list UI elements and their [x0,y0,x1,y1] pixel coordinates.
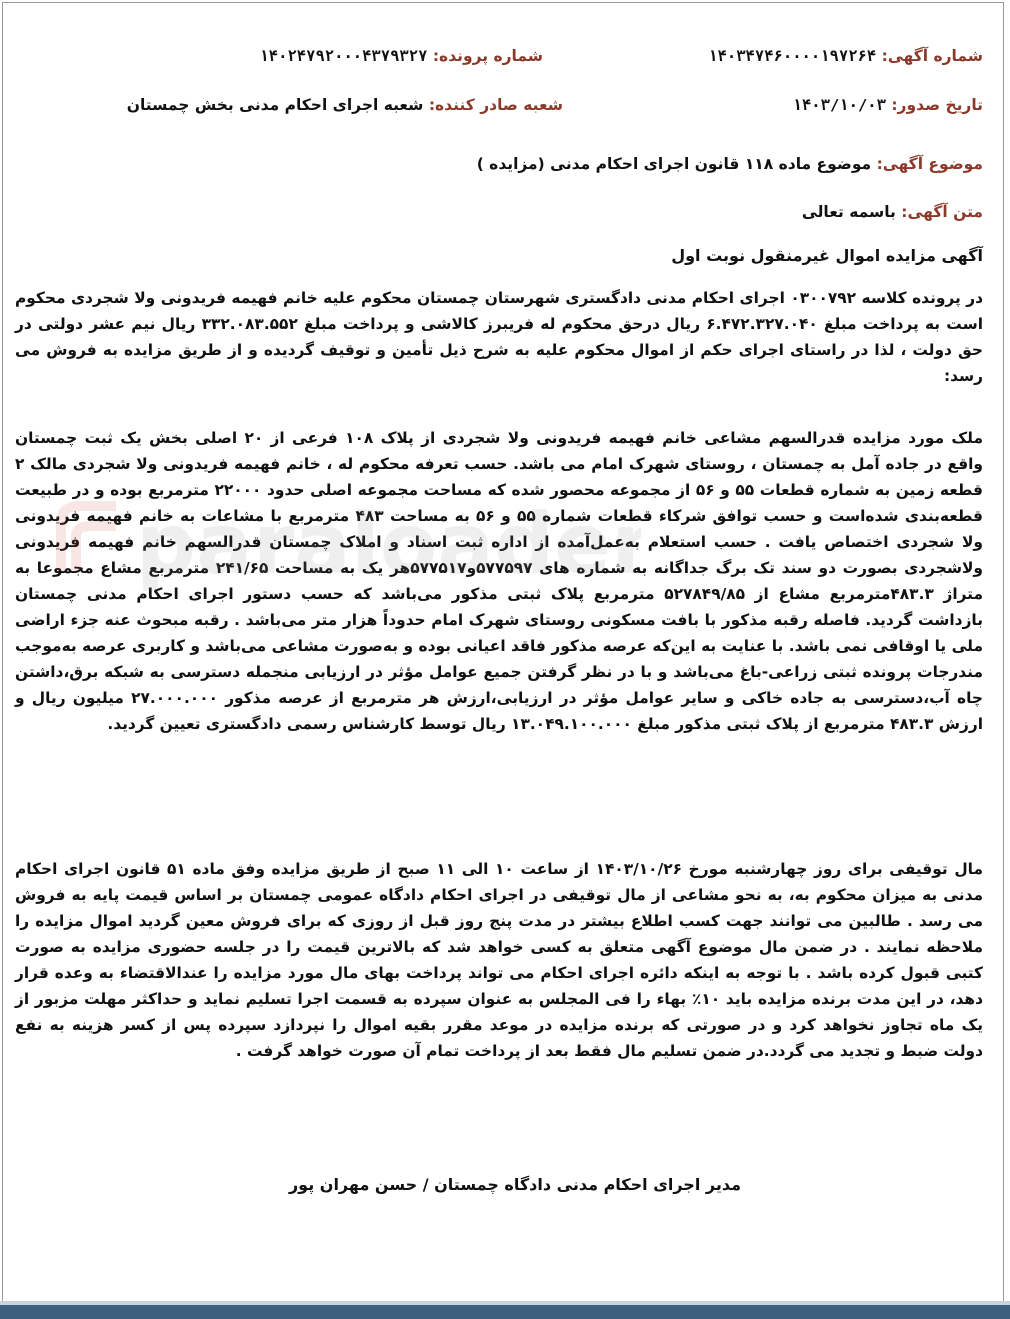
watermark-text: paraloader [136,495,641,591]
notice-body-label: متن آگهی: [901,203,983,221]
issue-date-label: تاریخ صدور: [891,96,983,114]
auction-heading: آگهی مزایده اموال غیرمنقول نوبت اول [671,246,983,265]
case-number-value: ۱۴۰۲۴۷۹۲۰۰۰۴۳۷۹۳۲۷ [259,47,428,65]
issue-date-value: ۱۴۰۳/۱۰/۰۳ [792,96,886,114]
case-number-label: شماره پرونده: [432,47,543,65]
notice-body-header [802,203,983,221]
issuing-branch-value: شعبه اجرای احکام مدنی بخش چمستان [126,96,424,114]
paragraph-case-details: در پرونده کلاسه ۰۳۰۰۷۹۲ اجرای احکام مدنی دادگستری شهرستان چمستان محکوم علیه خانم فهیمه فریدونی ولا شجردی محکوم است به پرداخت مبلغ ۶.۴۷۲.۳۲۷.۰۴۰ ریال درحق محکوم له فریبرز کالاشی و پرداخت مبلغ ۳۳۲.۰۸۳.۵۵۲ ریال نیم عشر دولتی در حق دولت ، لذا در راستای اجرای حکم از اموال محکوم علیه به شرح ذیل تأمین و توقیف گردیده و از طریق مزایده به فروش می رسد: [15,289,983,385]
case-number [259,47,543,65]
notice-body-opening: باسمه تعالی [801,203,896,221]
paragraph-property-details: ملک مورد مزایده قدرالسهم مشاعی خانم فهیمه فریدونی ولا شجردی از پلاک ۱۰۸ فرعی از ۲۰ اصلی بخش یک ثبت چمستان واقع در جاده آمل به چمستان ، روستای شهرک امام می باشد. حسب تعرفه محکوم له ، خانم فهیمه فریدونی ولا شجردی مالک ۲ قطعه زمین به شماره قطعات ۵۵ و ۵۶ از مجموعه محصور شده که مساحت مجموعه اصلی حدود ۲۲۰۰۰ مترمربع بوده و در طبیعت قطعه‌بندی شده‌است و حسب توافق شرکاء قطعات شماره ۵۵ و ۵۶ به مساحت ۴۸۳ مترمربع با مشاعات به خانم فهیمه فریدونی ولا شجردی اختصاص یافت . حسب استعلام به‌عمل‌آمده از اداره ثبت اسناد و املاک چمستان قدرالسهم خانم فهیمه فریدونی ولاشجردی بصورت دو سند تک برگ جداگانه به شماره های ۵۷۷۵۹۷و۵۷۷۵۱۷هر یک به مساحت ۲۴۱/۶۵ مترمربع مشاع مجموعا به متراژ ۴۸۳.۳مترمربع مشاع از ۵۲۷۸۴۹/۸۵ مترمربع پلاک ثبتی مذکور می‌باشد که حسب دستور اجرای احکام مدنی چمستان بازداشت گردید. فاصله رقبه مذکور با بافت مسکونی روستای شهرک امام حدوداً هزار متر می‌باشد . رقبه مبحوث عنه جزء اراضی ملی یا اوقافی نمی باشد. با عنایت به این‌که عرصه مذکور فاقد اعیانی بوده و به‌صورت مشاعی می‌باشد و کاربری عرصه به‌موجب مندرجات پرونده ثبتی زراعی-باغ می‌باشد و با در نظر گرفتن جمیع عوامل مؤثر در ارزیابی منجمله دسترسی به شبکه برق،داشتن چاه آب،دسترسی به جاده خاکی و سایر عوامل مؤثر در ارزیابی،ارزش هر مترمربع از عرصه مذکور ۲۷.۰۰۰.۰۰۰ میلیون ریال و ارزش ۴۸۳.۳ مترمربع از پلاک ثبتی مذکور مبلغ ۱۳.۰۴۹.۱۰۰.۰۰۰ ریال توسط کارشناس رسمی دادگستری تعیین گردید. [15,429,984,733]
signature-line: مدیر اجرای احکام مدنی دادگاه چمستان / حسن مهران پور [288,1175,741,1194]
paragraph-auction-terms: مال توقیفی برای روز چهارشنبه مورخ ۱۴۰۳/۱۰/۲۶ از ساعت ۱۰ الی ۱۱ صبح از طریق مزایده وفق ماده ۵۱ قانون اجرای احکام مدنی به میزان محکوم به، به نحو مشاعی از مال توقیفی در اجرای احکام دادگاه عمومی چمستان بر اساس قیمت پایه به فروش می رسد . طالبین می توانند جهت کسب اطلاع بیشتر در مدت پنج روز قبل از روزی که برای فروش معین گردید اموال مزایده را ملاحظه نمایند . در ضمن مال موضوع آگهی متعلق به کسی خواهد شد که بالاترین قیمت را در جلسه حضوری مزایده به صورت کتبی قبول کرده باشد . با توجه به اینکه دائره اجرای احکام می تواند پرداخت بهای مال مورد مزایده را عندالاقتضاء به وعده قرار دهد، در این مدت برنده مزایده باید ۱۰٪ بهاء را فی المجلس به عنوان سپرده به قسمت اجرا تسلیم نماید و حداکثر مهلت مزبور از یک ماه تجاوز نخواهد کرد و در صورتی که برنده مزایده در موعد مقرر بقیه اموال را نپردازد سپرده پس از کسر هزینه به نفع دولت ضبط و تجدید می گردد.در ضمن تسلیم مال فقط بعد از پرداخت تمام آن صورت خواهد گرفت . [15,860,983,1060]
notice-number [708,47,983,65]
window-bottom-bar [0,1305,1010,1319]
issue-date [793,96,983,114]
issuing-branch-label: شعبه صادر کننده: [428,96,563,114]
notice-subject-value: موضوع ماده ۱۱۸ قانون اجرای احکام مدنی (مزایده ) [476,155,872,173]
document-frame [2,2,1004,1305]
notice-number-label: شماره آگهی: [881,47,983,65]
issuing-branch [127,96,563,114]
notice-subject-label: موضوع آگهی: [876,155,983,173]
notice-number-value: ۱۴۰۳۴۷۴۶۰۰۰۰۱۹۷۲۶۴ [708,47,877,65]
notice-subject [477,155,983,173]
